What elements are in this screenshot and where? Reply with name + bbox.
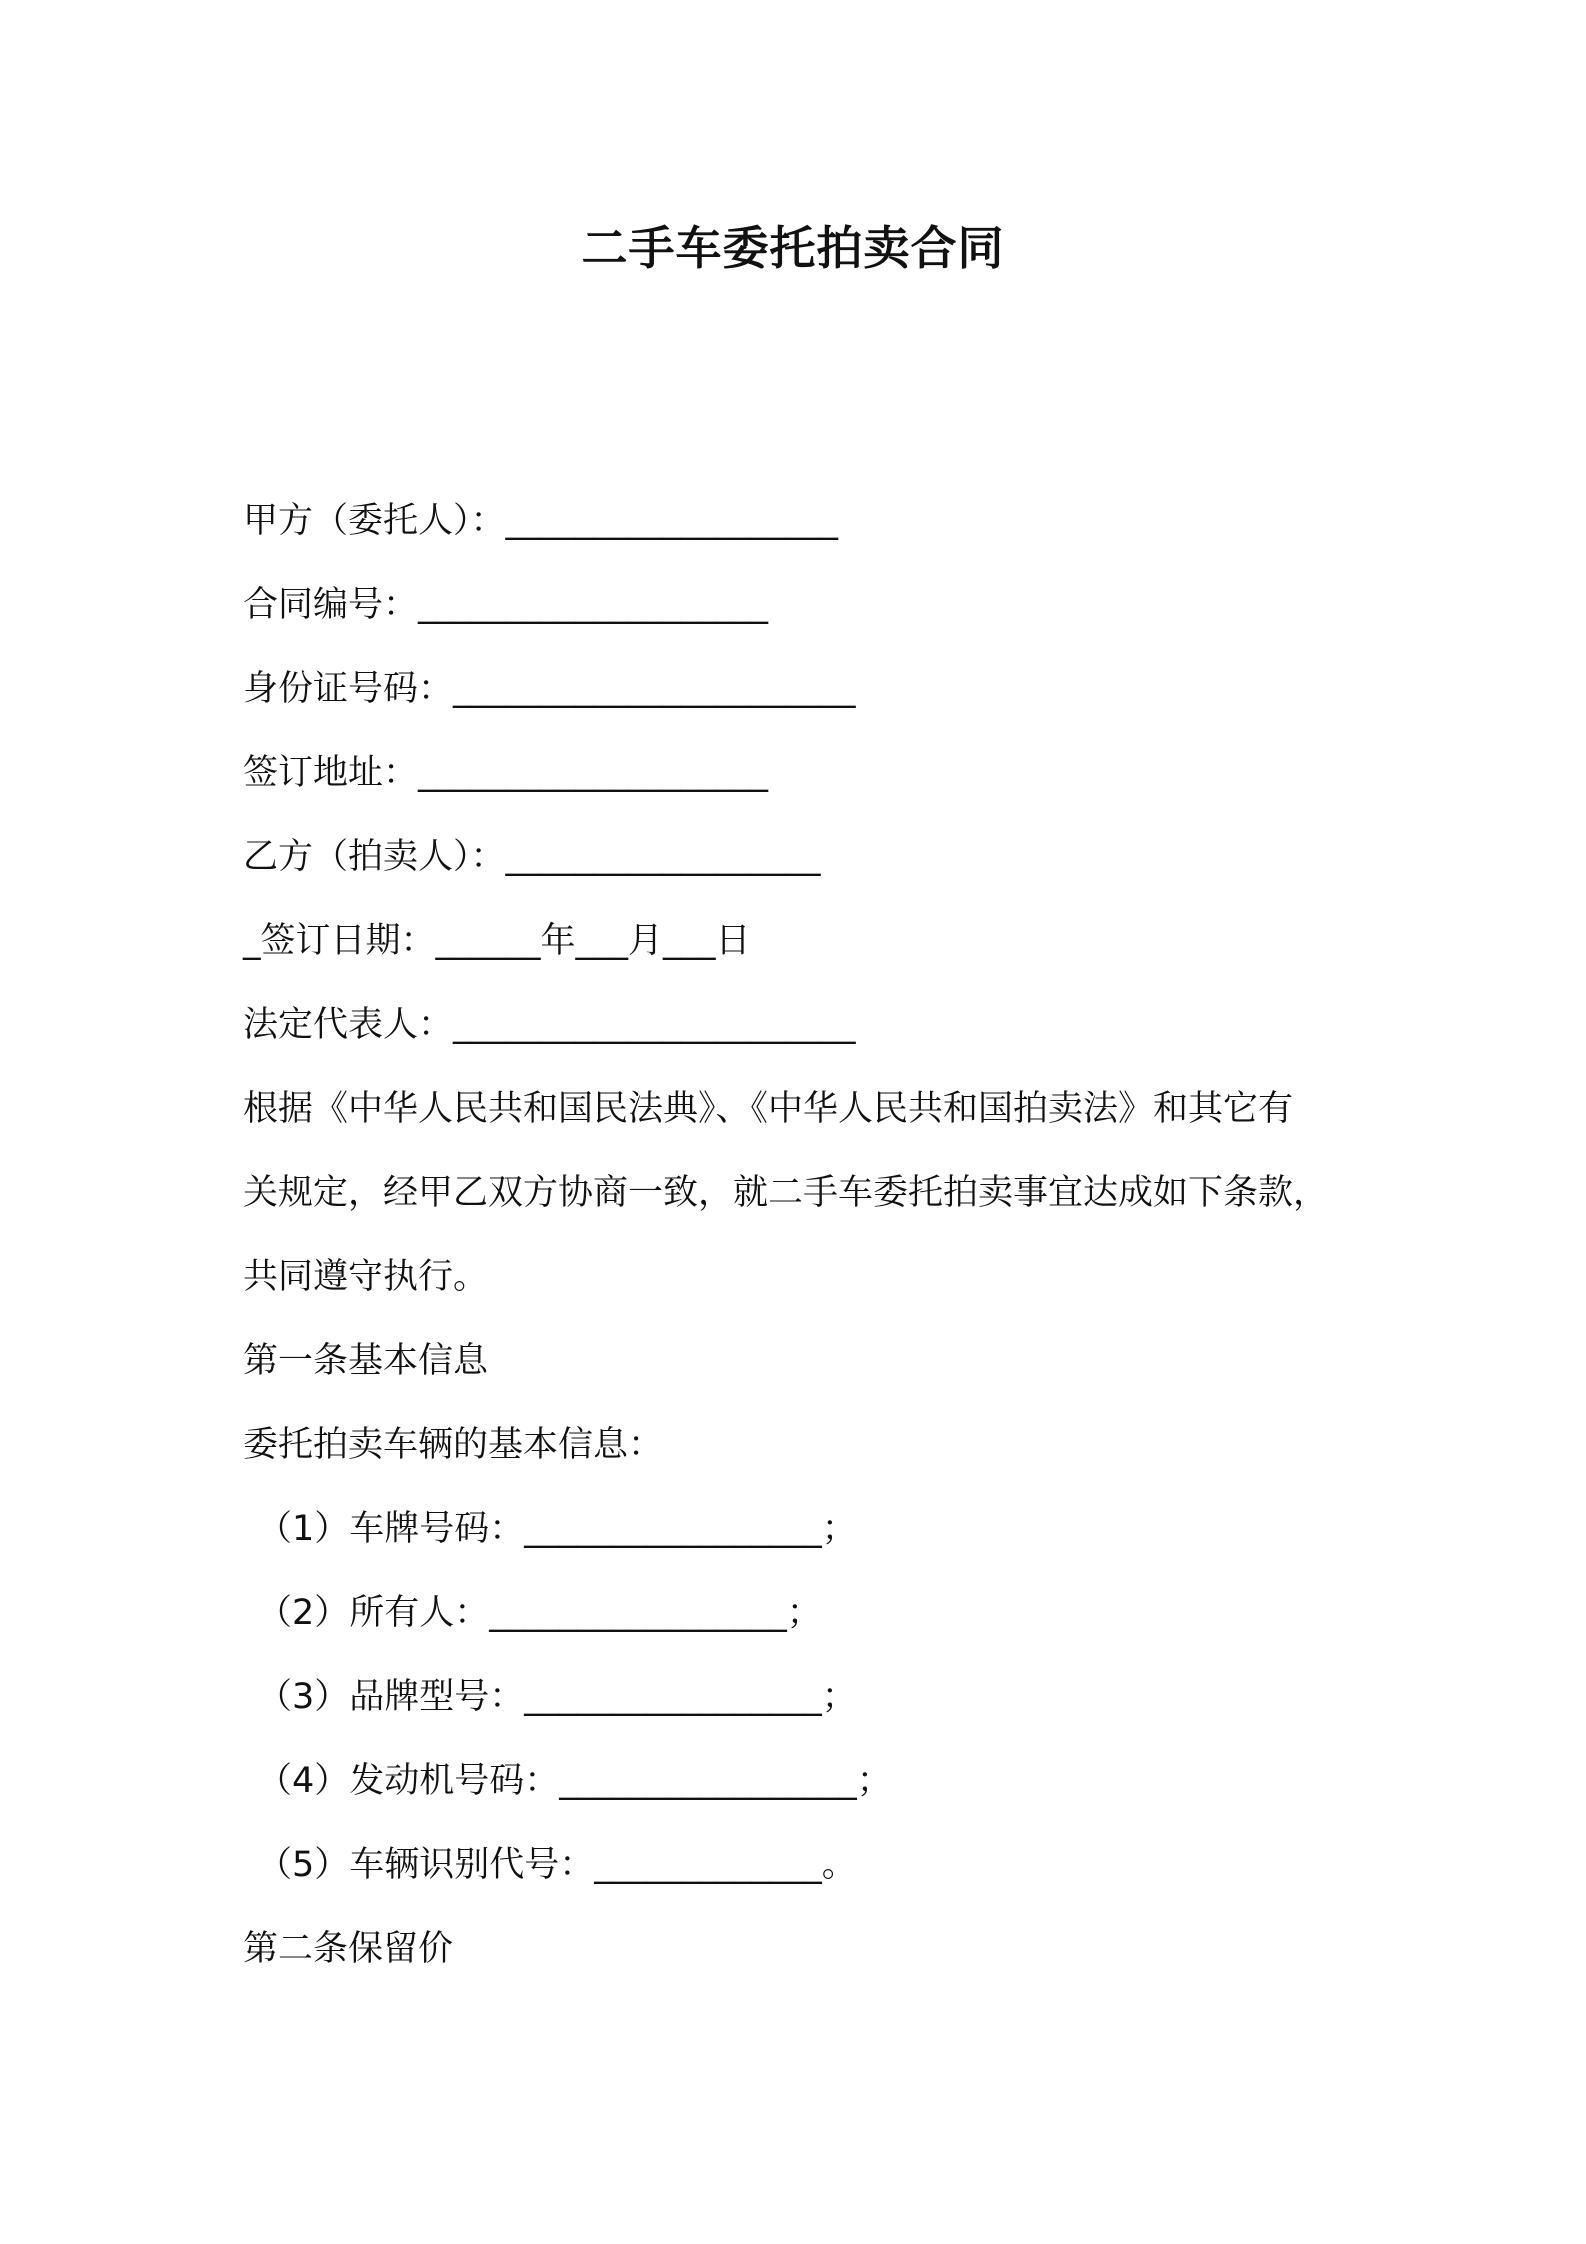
signing-date-field: _签订日期：______年___月___日 — [243, 921, 751, 961]
signing-address-field: 签订地址：____________________ — [243, 753, 769, 793]
legal-representative-field: 法定代表人：_______________________ — [243, 1005, 856, 1045]
owner-field: （2）所有人：_________________； — [257, 1593, 822, 1633]
vin-field: （5）车辆识别代号：_____________。 — [257, 1845, 857, 1885]
party-b-field: 乙方（拍卖人）：__________________ — [243, 837, 821, 877]
article-2-heading: 第二条保留价 — [243, 1929, 454, 1969]
preamble-line-2: 关规定，经甲乙双方协商一致，就二手车委托拍卖事宜达成如下条款， — [243, 1173, 1329, 1213]
plate-number-field: （1）车牌号码：_________________； — [257, 1509, 857, 1549]
party-a-field: 甲方（委托人）：___________________ — [243, 501, 839, 541]
vehicle-info-intro: 委托拍卖车辆的基本信息： — [243, 1425, 664, 1465]
contract-number-field: 合同编号：____________________ — [243, 585, 769, 625]
brand-model-field: （3）品牌型号：_________________； — [257, 1677, 857, 1717]
preamble-line-1: 根据《中华人民共和国民法典》、《中华人民共和国拍卖法》和其它有 — [243, 1089, 1294, 1129]
article-1-heading: 第一条基本信息 — [243, 1341, 489, 1381]
engine-number-field: （4）发动机号码：_________________； — [257, 1761, 892, 1801]
document-title: 二手车委托拍卖合同 — [581, 221, 1005, 275]
preamble-line-3: 共同遵守执行。 — [243, 1257, 489, 1297]
id-number-field: 身份证号码：_______________________ — [243, 669, 856, 709]
